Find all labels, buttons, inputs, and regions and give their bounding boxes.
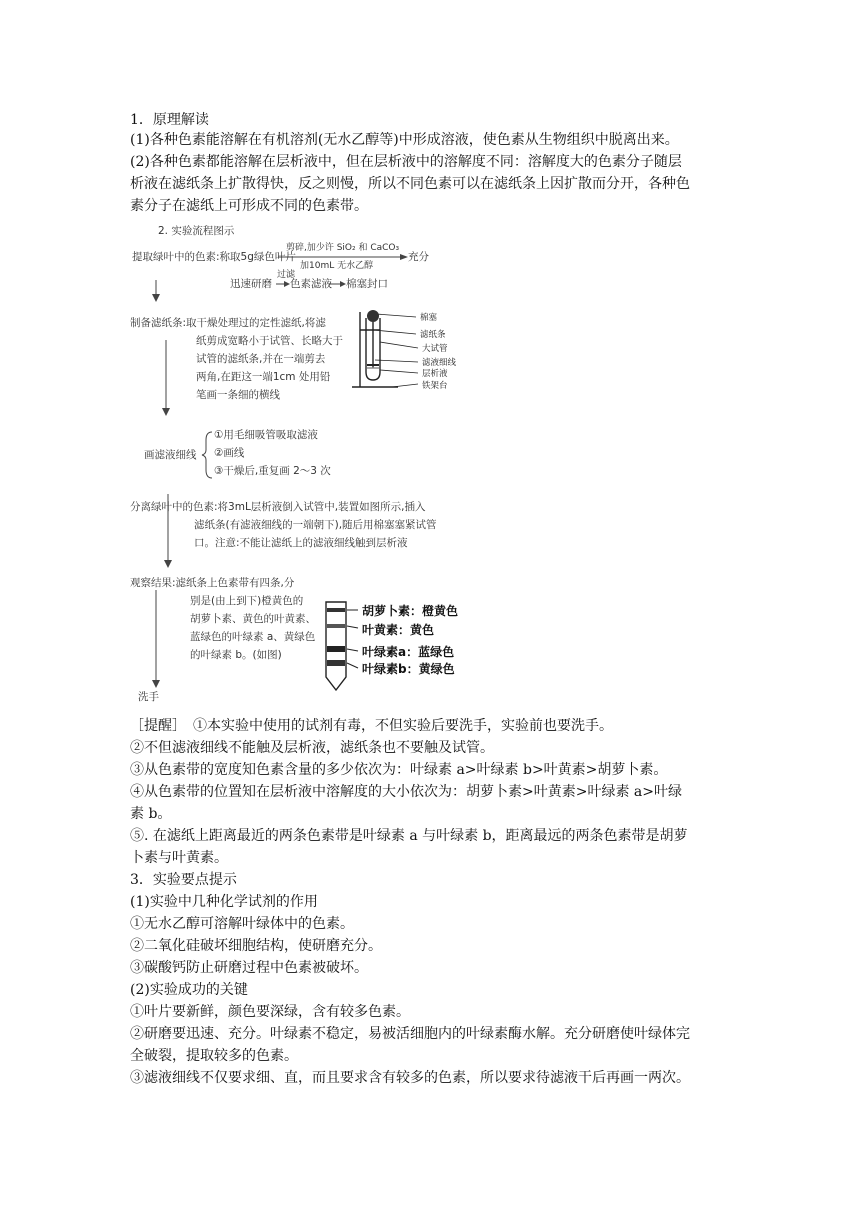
step-extract-label: 提取绿叶中的色素:称取5g绿色叶片 <box>132 251 296 263</box>
step-extract-above-arrow: 剪碎,加少许 SiO₂ 和 CaCO₃ <box>286 243 400 253</box>
filter-strip-drawing <box>326 602 358 690</box>
cotton-plug-shape <box>367 310 379 322</box>
key-point-2-line-1: ②研磨要迅速、充分。叶绿素不稳定，易被活细胞内的叶绿素酶水解。充分研磨使叶绿体完 <box>130 1026 690 1042</box>
band-label-chlorophyll-a: 叶绿素a：蓝绿色 <box>362 645 455 659</box>
apparatus-drawing <box>352 312 418 387</box>
step-draw-item-1: ①用毛细吸管吸取滤液 <box>214 429 318 441</box>
reminder-line-4a: ④从色素带的位置知在层析液中溶解度的大小依次为：胡萝卜素>叶黄素>叶绿素 a>叶绿 <box>130 784 682 800</box>
reminder-line-5b: 卜素与叶黄素。 <box>130 850 228 866</box>
experiment-flow-figure <box>130 222 740 710</box>
section-3-subheading-2: (2)实验成功的关键 <box>130 982 248 998</box>
step-extract-seal: 棉塞封口 <box>346 278 388 290</box>
step-separate-line-3: 口。注意:不能让滤纸上的滤液细线触到层析液 <box>194 537 408 549</box>
band-label-chlorophyll-b: 叶绿素b：黄绿色 <box>362 662 455 676</box>
reagent-silica: ②二氧化硅破坏细胞结构，使研磨充分。 <box>130 938 382 954</box>
apparatus-label-cotton: 棉塞 <box>420 313 438 323</box>
key-point-3: ③滤液细线不仅要求细、直，而且要求含有较多的色素，所以要求待滤液干后再画一两次。 <box>130 1070 690 1086</box>
step-prepare-line-2: 纸剪成宽略小于试管、长略大于 <box>196 335 343 347</box>
step-separate-line-1: 分离绿叶中的色素:将3mL层析液倒入试管中,装置如图所示,插入 <box>130 501 426 513</box>
principle-paragraph-1: (1)各种色素能溶解在有机溶剂(无水乙醇等)中形成溶液，使色素从生物组织中脱离出来。 <box>130 132 679 148</box>
section-3-subheading-1: (1)实验中几种化学试剂的作用 <box>130 894 318 910</box>
step-draw-item-3: ③干燥后,重复画 2～3 次 <box>214 465 331 477</box>
reminder-line-5a: ⑤. 在滤纸上距离最近的两条色素带是叶绿素 a 与叶绿素 b，距离最远的两条色素带是胡萝 <box>130 828 688 844</box>
principle-paragraph-2-line-3: 素分子在滤纸上可形成不同的色素带。 <box>130 198 368 214</box>
apparatus-label-stand: 铁架台 <box>422 381 448 391</box>
step-prepare-line-3: 试管的滤纸条,并在一端剪去 <box>196 353 326 365</box>
step-observe-line-1: 观察结果:滤纸条上色素带有四条,分 <box>130 577 295 589</box>
step-prepare-line-4: 两角,在距这一端1cm 处用铅 <box>196 371 331 383</box>
reminder-line-2: ②不但滤液细线不能触及层析液，滤纸条也不要触及试管。 <box>130 740 494 756</box>
step-extract-result: 充分 <box>408 251 429 263</box>
step-extract-filtrate: 色素滤液 <box>290 278 332 290</box>
step-wash-hands: 洗手 <box>138 691 159 703</box>
section-1-heading: 1．原理解读 <box>130 112 209 128</box>
step-prepare-line-1: 制备滤纸条:取干燥处理过的定性滤纸,将滤 <box>130 317 326 329</box>
apparatus-label-solvent: 层析液 <box>422 369 448 379</box>
band-label-carotene: 胡萝卜素：橙黄色 <box>362 604 459 618</box>
band-label-xanthophyll: 叶黄素：黄色 <box>362 623 435 637</box>
step-observe-line-2: 别是(由上到下)橙黄色的 <box>190 595 304 607</box>
step-observe-line-3: 胡萝卜素、黄色的叶黄素、 <box>190 613 316 625</box>
principle-paragraph-2-line-1: (2)各种色素都能溶解在层析液中，但在层析液中的溶解度不同：溶解度大的色素分子随层 <box>130 154 682 170</box>
step-extract-below-arrow: 加10mL 无水乙醇 <box>300 261 374 271</box>
step-extract-filter: 过滤 <box>277 270 296 280</box>
step-prepare-line-5: 笔画一条细的横线 <box>196 389 280 401</box>
section-3-heading: 3．实验要点提示 <box>130 872 237 888</box>
step-observe-line-4: 蓝绿色的叶绿素 a、黄绿色 <box>190 631 316 643</box>
apparatus-label-tube: 大试管 <box>422 344 448 354</box>
principle-paragraph-2-line-2: 析液在滤纸条上扩散得快，反之则慢，所以不同色素可以在滤纸条上因扩散而分开，各种色 <box>130 176 690 192</box>
apparatus-label-line: 滤液细线 <box>422 358 457 368</box>
apparatus-label-strip: 滤纸条 <box>420 330 446 340</box>
step-draw-item-2: ②画线 <box>214 447 245 459</box>
step-separate-line-2: 滤纸条(有滤液细线的一端朝下),随后用棉塞塞紧试管 <box>194 519 437 531</box>
reagent-ethanol: ①无水乙醇可溶解叶绿体中的色素。 <box>130 916 354 932</box>
step-extract-grind: 迅速研磨 <box>230 278 272 290</box>
figure-title: 2. 实验流程图示 <box>158 225 235 237</box>
reminder-line-4b: 素 b。 <box>130 806 172 822</box>
key-point-1: ①叶片要新鲜，颜色要深绿，含有较多色素。 <box>130 1004 410 1020</box>
key-point-2-line-2: 全破裂，提取较多的色素。 <box>130 1048 298 1064</box>
step-observe-line-5: 的叶绿素 b。(如图) <box>190 649 282 661</box>
step-draw-label: 画滤液细线 <box>144 449 197 461</box>
reagent-calcium-carbonate: ③碳酸钙防止研磨过程中色素被破坏。 <box>130 960 368 976</box>
reminder-line-1: ［提醒］ ①本实验中使用的试剂有毒，不但实验后要洗手，实验前也要洗手。 <box>130 718 613 734</box>
reminder-line-3: ③从色素带的宽度知色素含量的多少依次为：叶绿素 a>叶绿素 b>叶黄素>胡萝卜素。 <box>130 762 668 778</box>
